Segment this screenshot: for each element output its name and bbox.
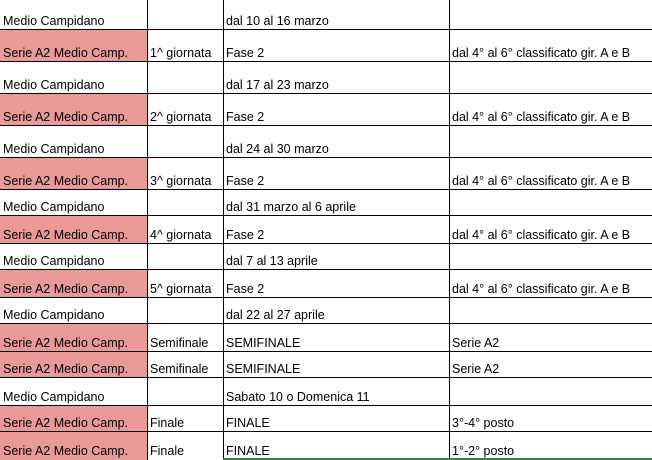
team-cell[interactable]	[0, 352, 147, 378]
notes-cell[interactable]	[449, 126, 652, 158]
team-cell[interactable]	[0, 216, 147, 244]
cell-text: Serie A2 Medio Camp.	[3, 336, 129, 350]
column-divider	[449, 0, 450, 460]
cell-text: Fase 2	[226, 282, 265, 296]
notes-cell[interactable]	[449, 352, 652, 378]
table-row	[0, 432, 652, 460]
row-divider	[0, 125, 652, 126]
round-cell[interactable]	[147, 126, 223, 158]
phase-cell[interactable]	[223, 158, 449, 190]
phase-cell[interactable]	[223, 94, 449, 126]
table-row	[0, 0, 652, 30]
row-divider	[0, 377, 652, 378]
row-divider	[0, 157, 652, 158]
cell-text: dal 17 al 23 marzo	[226, 78, 329, 92]
phase-cell[interactable]	[223, 324, 449, 352]
team-cell[interactable]	[0, 94, 147, 126]
table-row	[0, 378, 652, 406]
team-cell[interactable]	[0, 0, 147, 30]
cell-text: dal 4° al 6° classificato gir. A e B	[452, 228, 631, 242]
row-divider	[0, 297, 652, 298]
cell-text: dal 24 al 30 marzo	[226, 142, 329, 156]
team-cell[interactable]	[0, 270, 147, 298]
notes-cell[interactable]	[449, 94, 652, 126]
cell-text: Medio Campidano	[3, 200, 105, 214]
cell-text: 2^ giornata	[150, 110, 212, 124]
cell-text: Serie A2	[452, 362, 500, 376]
round-cell[interactable]	[147, 244, 223, 270]
notes-cell[interactable]	[449, 324, 652, 352]
notes-cell[interactable]	[449, 158, 652, 190]
team-cell[interactable]	[0, 126, 147, 158]
cell-text: Finale	[150, 444, 185, 458]
row-divider	[0, 243, 652, 244]
notes-cell[interactable]	[449, 244, 652, 270]
row-divider	[0, 405, 652, 406]
notes-cell[interactable]	[449, 62, 652, 94]
cell-text: dal 4° al 6° classificato gir. A e B	[452, 46, 631, 60]
team-cell[interactable]	[0, 62, 147, 94]
phase-cell[interactable]	[223, 352, 449, 378]
round-cell[interactable]	[147, 432, 223, 460]
cell-text: dal 7 al 13 aprile	[226, 254, 318, 268]
cell-text: 1°-2° posto	[452, 444, 515, 458]
cell-text: Serie A2 Medio Camp.	[3, 110, 129, 124]
round-cell[interactable]	[147, 62, 223, 94]
cell-text: 3°-4° posto	[452, 416, 515, 430]
round-cell[interactable]	[147, 406, 223, 432]
table-row	[0, 216, 652, 244]
phase-cell[interactable]	[223, 30, 449, 62]
phase-cell[interactable]	[223, 244, 449, 270]
notes-cell[interactable]	[449, 432, 652, 460]
team-cell[interactable]	[0, 244, 147, 270]
table-row	[0, 158, 652, 190]
cell-text: Serie A2 Medio Camp.	[3, 174, 129, 188]
round-cell[interactable]	[147, 30, 223, 62]
phase-cell[interactable]	[223, 190, 449, 216]
table-row	[0, 324, 652, 352]
cell-text: dal 31 marzo al 6 aprile	[226, 200, 356, 214]
cell-text: Serie A2 Medio Camp.	[3, 228, 129, 242]
phase-cell[interactable]	[223, 62, 449, 94]
phase-cell[interactable]	[223, 216, 449, 244]
table-row	[0, 270, 652, 298]
team-cell[interactable]	[0, 190, 147, 216]
notes-cell[interactable]	[449, 298, 652, 324]
phase-cell[interactable]	[223, 0, 449, 30]
row-divider	[0, 189, 652, 190]
round-cell[interactable]	[147, 216, 223, 244]
cell-text: Serie A2	[452, 336, 500, 350]
team-cell[interactable]	[0, 432, 147, 460]
cell-text: dal 22 al 27 aprile	[226, 308, 325, 322]
cell-text: Medio Campidano	[3, 390, 105, 404]
cell-text: dal 10 al 16 marzo	[226, 14, 329, 28]
cell-text: Sabato 10 o Domenica 11	[226, 390, 370, 404]
round-cell[interactable]	[147, 324, 223, 352]
cell-text: Fase 2	[226, 46, 265, 60]
table-row	[0, 94, 652, 126]
round-cell[interactable]	[147, 94, 223, 126]
cell-text: FINALE	[226, 416, 270, 430]
row-divider	[0, 269, 652, 270]
table-row	[0, 190, 652, 216]
row-divider	[0, 29, 652, 30]
team-cell[interactable]	[0, 298, 147, 324]
table-row	[0, 126, 652, 158]
notes-cell[interactable]	[449, 406, 652, 432]
team-cell[interactable]	[0, 158, 147, 190]
cell-text: Fase 2	[226, 110, 265, 124]
cell-text: 3^ giornata	[150, 174, 212, 188]
cell-text: SEMIFINALE	[226, 336, 301, 350]
cell-text: Medio Campidano	[3, 308, 105, 322]
cell-text: Serie A2 Medio Camp.	[3, 416, 129, 430]
notes-cell[interactable]	[449, 378, 652, 406]
round-cell[interactable]	[147, 270, 223, 298]
table-row	[0, 406, 652, 432]
team-cell[interactable]	[0, 30, 147, 62]
round-cell[interactable]	[147, 158, 223, 190]
round-cell[interactable]	[147, 352, 223, 378]
table-row	[0, 62, 652, 94]
cell-text: Medio Campidano	[3, 78, 105, 92]
cell-text: SEMIFINALE	[226, 362, 301, 376]
round-cell[interactable]	[147, 378, 223, 406]
table-row	[0, 352, 652, 378]
team-cell[interactable]	[0, 406, 147, 432]
notes-cell[interactable]	[449, 190, 652, 216]
row-divider	[0, 215, 652, 216]
phase-cell[interactable]	[223, 406, 449, 432]
row-divider	[0, 351, 652, 352]
cell-text: 5^ giornata	[150, 282, 212, 296]
cell-text: dal 4° al 6° classificato gir. A e B	[452, 110, 631, 124]
phase-cell[interactable]	[223, 378, 449, 406]
notes-cell[interactable]	[449, 0, 652, 30]
table-row	[0, 30, 652, 62]
team-cell[interactable]	[0, 378, 147, 406]
cell-text: 1^ giornata	[150, 46, 212, 60]
cell-text: Semifinale	[150, 362, 209, 376]
notes-cell[interactable]	[449, 216, 652, 244]
notes-cell[interactable]	[449, 270, 652, 298]
cell-text: dal 4° al 6° classificato gir. A e B	[452, 282, 631, 296]
cell-text: Serie A2 Medio Camp.	[3, 444, 129, 458]
cell-text: Serie A2 Medio Camp.	[3, 46, 129, 60]
table-row	[0, 298, 652, 324]
phase-cell[interactable]	[223, 270, 449, 298]
row-divider	[0, 431, 652, 432]
notes-cell[interactable]	[449, 30, 652, 62]
table-row	[0, 244, 652, 270]
round-cell[interactable]	[147, 0, 223, 30]
cell-text: Serie A2 Medio Camp.	[3, 362, 129, 376]
cell-text: 4^ giornata	[150, 228, 212, 242]
cell-text: Semifinale	[150, 336, 209, 350]
cell-text: Serie A2 Medio Camp.	[3, 282, 129, 296]
round-cell[interactable]	[147, 298, 223, 324]
round-cell[interactable]	[147, 190, 223, 216]
cell-text: Medio Campidano	[3, 142, 105, 156]
team-cell[interactable]	[0, 324, 147, 352]
row-divider	[0, 61, 652, 62]
cell-text: Medio Campidano	[3, 14, 105, 28]
phase-cell[interactable]	[223, 432, 449, 460]
row-divider	[0, 323, 652, 324]
column-divider	[223, 0, 224, 460]
phase-cell[interactable]	[223, 298, 449, 324]
cell-text: FINALE	[226, 444, 270, 458]
cell-text: Finale	[150, 416, 185, 430]
cell-text: dal 4° al 6° classificato gir. A e B	[452, 174, 631, 188]
cell-text: Medio Campidano	[3, 254, 105, 268]
phase-cell[interactable]	[223, 126, 449, 158]
cell-text: Fase 2	[226, 228, 265, 242]
cell-text: Fase 2	[226, 174, 265, 188]
column-divider	[147, 0, 148, 460]
row-divider	[0, 93, 652, 94]
